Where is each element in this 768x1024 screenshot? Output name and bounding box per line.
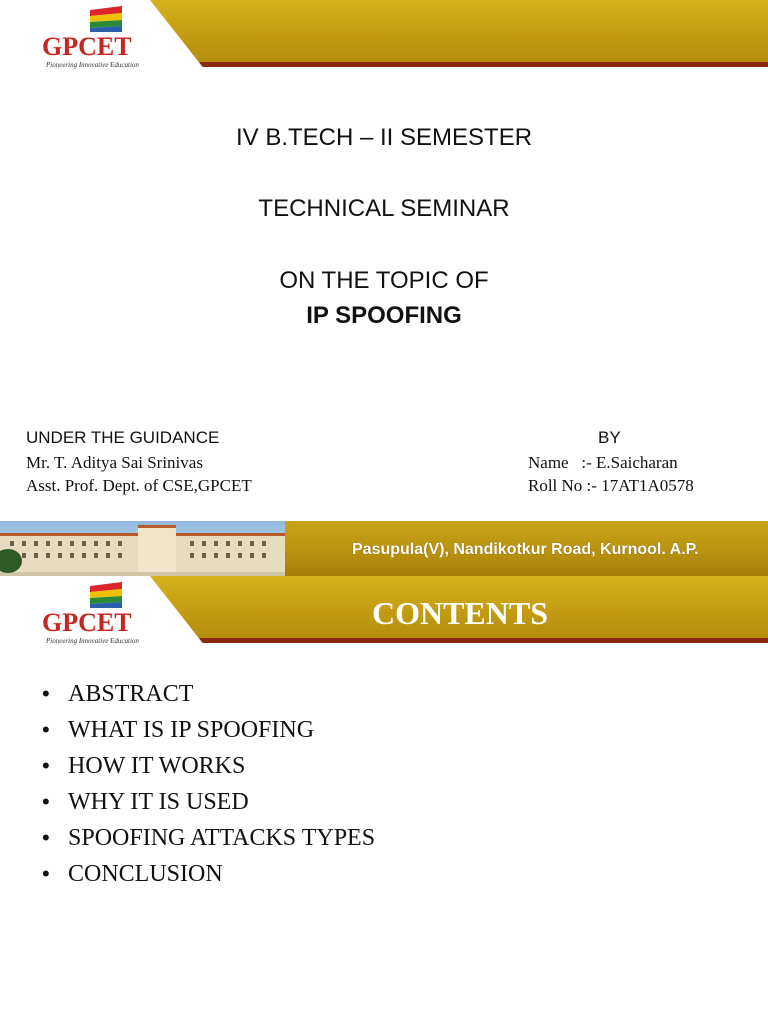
gpcet-logo [38,582,148,644]
logo-tagline: Pioneering Innovative Education [46,637,139,645]
footer-band [0,521,768,576]
logo-wordmark: GPCET [42,608,132,637]
bullet-icon: • [42,789,50,814]
logo-tagline: Pioneering Innovative Education [46,61,139,69]
topic-intro-line: ON THE TOPIC OF [279,267,489,294]
gpcet-logo [38,6,148,68]
contents-list [42,676,375,892]
bullet-icon: • [42,681,50,706]
list-item: • WHAT IS IP SPOOFING [42,712,375,748]
logo-wordmark: GPCET [42,32,132,61]
bullet-icon: • [42,753,50,778]
guidance-heading: UNDER THE GUIDANCE [26,428,220,447]
list-item: • SPOOFING ATTACKS TYPES [42,820,375,856]
list-item: • CONCLUSION [42,856,375,892]
guide-title: Asst. Prof. Dept. of CSE,GPCET [26,476,252,495]
bullet-icon: • [42,825,50,850]
guide-name: Mr. T. Aditya Sai Srinivas [26,453,203,472]
topic-title: IP SPOOFING [306,302,462,329]
list-item: • WHY IT IS USED [42,784,375,820]
bullet-icon: • [42,717,50,742]
seminar-line: TECHNICAL SEMINAR [258,195,510,222]
bullet-icon: • [42,861,50,886]
college-address: Pasupula(V), Nandikotkur Road, Kurnool. A.P. [352,541,699,558]
list-item: • HOW IT WORKS [42,748,375,784]
contents-slide [0,576,768,1024]
by-heading: BY [598,428,621,447]
campus-photo [0,521,285,576]
flag-icon [88,6,124,32]
flag-icon [88,582,124,608]
roll-number: Roll No :- 17AT1A0578 [528,476,694,495]
student-name: Name :- E.Saicharan [528,453,678,472]
semester-line: IV B.TECH – II SEMESTER [235,124,533,151]
contents-heading: CONTENTS [371,595,549,631]
list-item: • ABSTRACT [42,676,375,712]
